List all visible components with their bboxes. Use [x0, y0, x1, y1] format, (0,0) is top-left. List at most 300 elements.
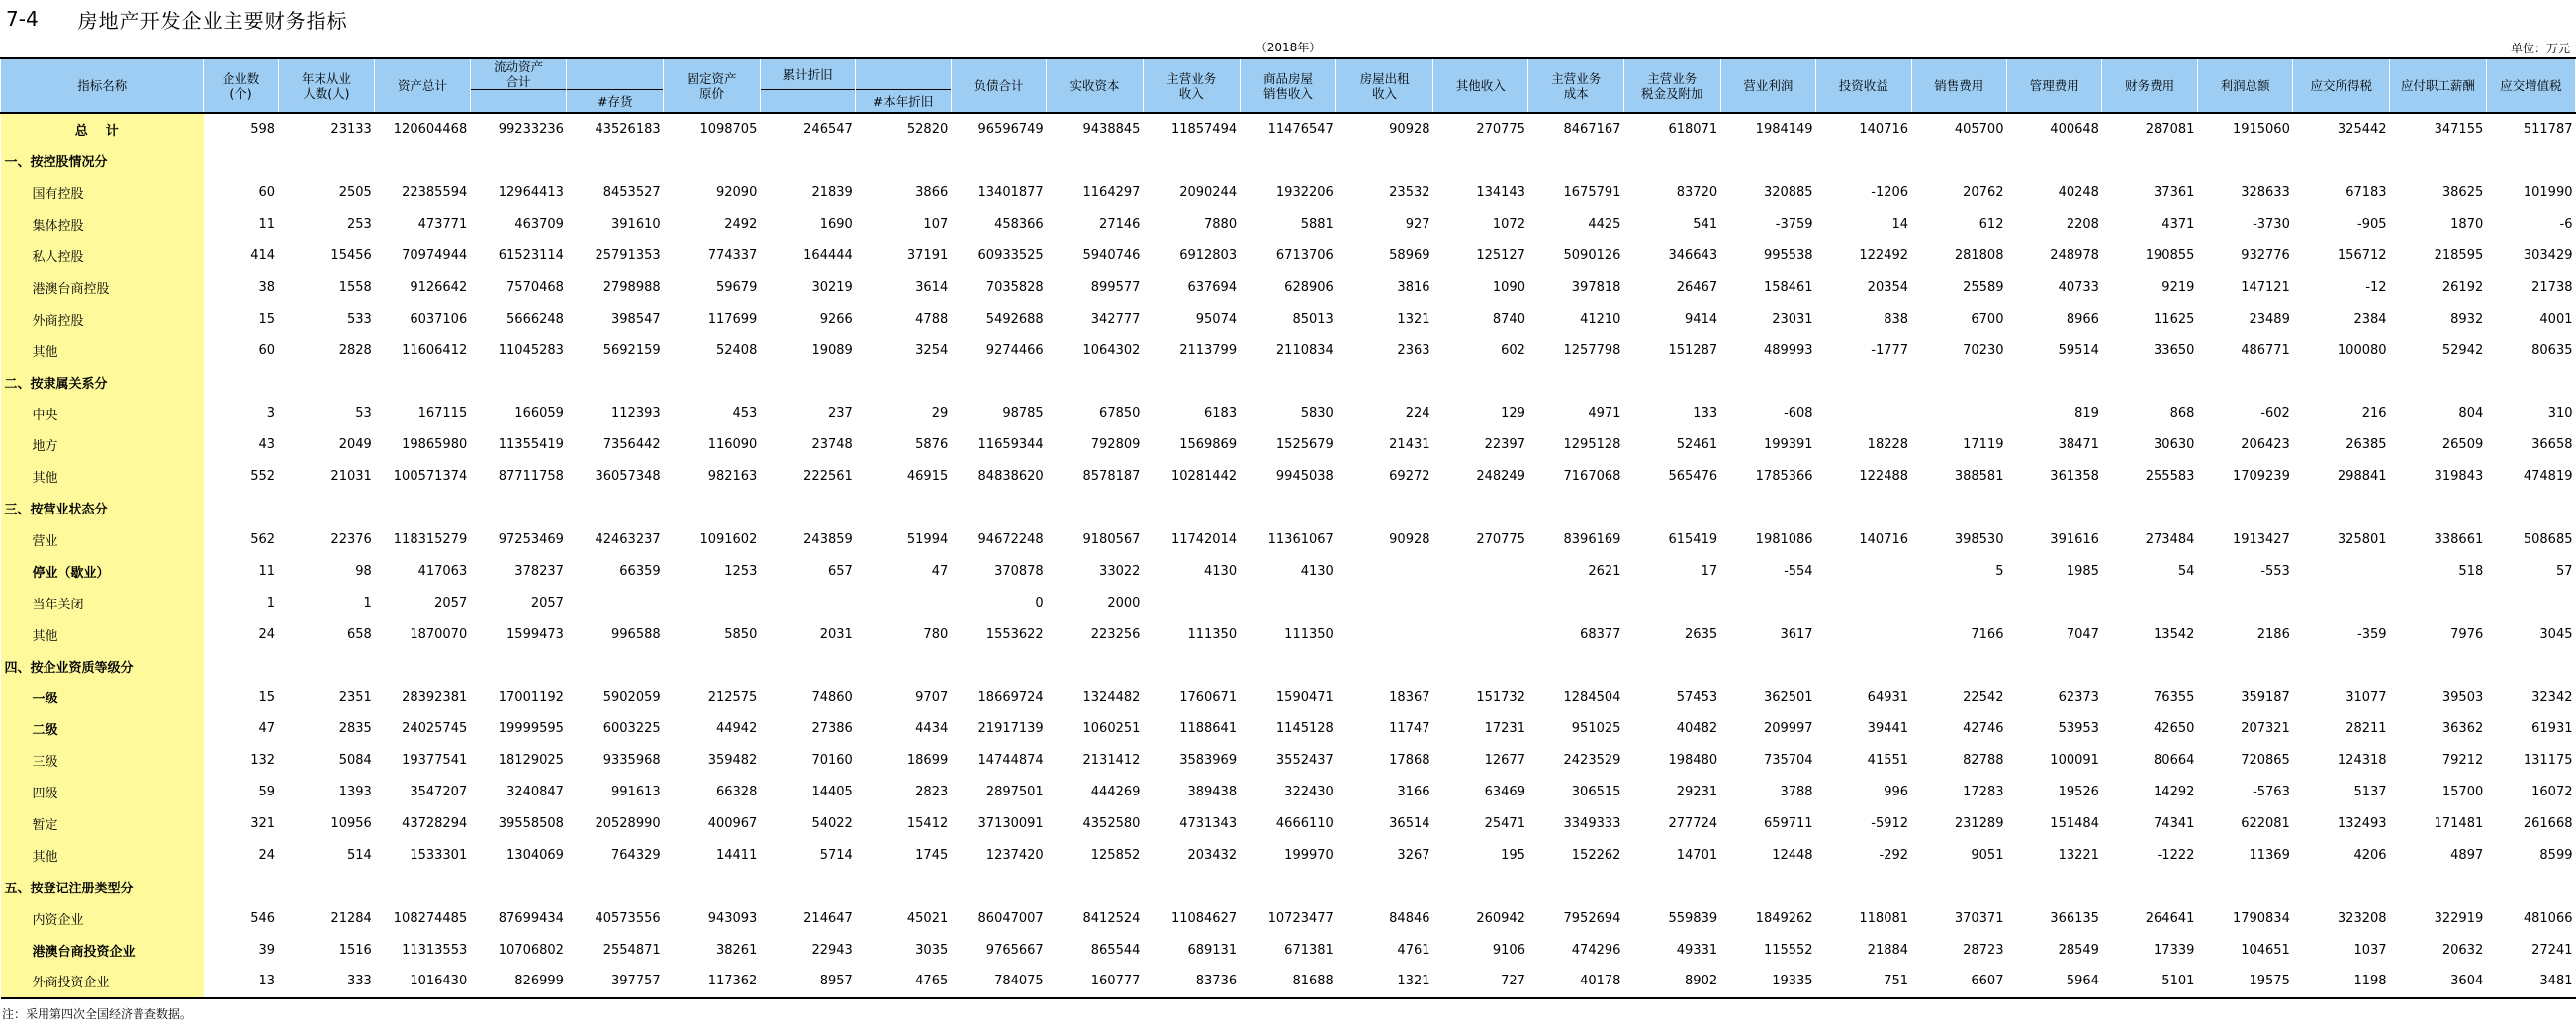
table-cell — [2486, 366, 2575, 398]
table-cell: 94672248 — [977, 532, 1044, 548]
table-cell: 3267 — [1397, 847, 1430, 863]
table-cell: 2057 — [434, 595, 468, 610]
column-header-subcaption-spacer — [567, 58, 664, 90]
row-label: 外商控股 — [1, 303, 204, 334]
table-cell: 36514 — [1389, 816, 1430, 832]
table-cell — [1143, 493, 1240, 524]
table-cell: 222561 — [803, 469, 853, 485]
table-cell: 17231 — [1484, 721, 1525, 737]
table-cell: 391610 — [611, 217, 661, 233]
table-cell: 26467 — [1676, 279, 1718, 295]
table-cell: 1553622 — [985, 626, 1044, 642]
table-cell: 7570468 — [506, 279, 564, 295]
table-cell — [1720, 145, 1815, 177]
table-body — [1, 113, 2576, 998]
table-cell: 444269 — [1090, 785, 1141, 800]
column-header-name: 指标名称 — [1, 58, 204, 113]
table-cell: 11476547 — [1267, 122, 1334, 138]
table-cell — [760, 650, 855, 682]
table-cell: 37361 — [2154, 185, 2195, 201]
table-cell: 1913427 — [2232, 532, 2290, 548]
table-cell — [2390, 366, 2487, 398]
table-cell — [567, 871, 664, 902]
table-cell: 40248 — [2058, 185, 2099, 201]
table-cell: 2492 — [724, 217, 758, 233]
table-cell: 1016430 — [375, 966, 470, 998]
column-header: 利润总额 — [2197, 58, 2292, 113]
table-cell: 5692159 — [602, 342, 661, 358]
table-cell: 1870070 — [410, 626, 468, 642]
table-cell: 11361067 — [1267, 532, 1334, 548]
table-cell: 270775 — [1476, 532, 1525, 548]
footnote: 注：采用第四次全国经济普查数据。 — [2, 1007, 193, 1021]
table-cell — [2197, 366, 2292, 398]
table-cell: 60 — [258, 185, 276, 201]
table-cell: 3254 — [915, 342, 949, 358]
table-cell: 19999595 — [498, 721, 564, 737]
table-cell — [1336, 493, 1433, 524]
table-cell — [2006, 871, 2101, 902]
table-cell: 68377 — [1580, 626, 1621, 642]
table-cell — [1047, 145, 1144, 177]
table-cell — [375, 145, 470, 177]
table-cell — [2006, 650, 2101, 682]
table-cell: 36362 — [2441, 721, 2484, 737]
table-cell: 23748 — [811, 437, 853, 453]
table-cell: 81688 — [1240, 966, 1336, 998]
table-cell — [2486, 145, 2575, 177]
table-cell: 615419 — [1668, 532, 1718, 548]
table-cell — [664, 871, 761, 902]
table-cell: 28392381 — [402, 690, 468, 705]
table-cell: 9765667 — [985, 942, 1044, 958]
table-cell: 1915060 — [2232, 122, 2290, 138]
table-cell — [1623, 871, 1720, 902]
table-cell: 3 — [266, 406, 276, 421]
table-cell: 218595 — [2434, 248, 2484, 263]
column-header: 管理费用 — [2006, 58, 2101, 113]
table-cell: 362501 — [1763, 690, 1813, 705]
table-cell: 83736 — [1143, 966, 1240, 998]
table-cell: 43728294 — [402, 816, 468, 832]
table-cell: 2000 — [1107, 595, 1141, 610]
table-cell: 366135 — [2050, 910, 2099, 926]
table-cell: 26192 — [2441, 279, 2484, 295]
table-cell: 391616 — [2050, 532, 2099, 548]
table-cell — [1047, 366, 1144, 398]
table-cell: 12448 — [1772, 847, 1813, 863]
table-cell — [760, 587, 855, 618]
table-cell: 86047007 — [977, 910, 1044, 926]
table-cell: 4761 — [1397, 942, 1430, 958]
row-label: 当年关闭 — [1, 587, 204, 618]
table-cell: 133 — [1693, 406, 1718, 421]
table-cell: 2057 — [530, 595, 564, 610]
table-cell — [1336, 618, 1433, 650]
table-cell: 40178 — [1528, 966, 1623, 998]
table-cell: 5492688 — [985, 311, 1044, 327]
table-cell — [856, 587, 951, 618]
table-cell: 118315279 — [393, 532, 468, 548]
column-header: 主营业务 成本 — [1528, 58, 1623, 113]
table-cell: 6003225 — [602, 721, 661, 737]
table-cell: 64931 — [1867, 690, 1909, 705]
table-cell: 1525679 — [1275, 437, 1334, 453]
table-cell: 82788 — [1963, 753, 2004, 769]
table-cell: 6037106 — [410, 311, 468, 327]
table-cell — [2197, 493, 2292, 524]
table-cell: 5964 — [2006, 966, 2101, 998]
row-label: 其他 — [1, 618, 204, 650]
table-cell: 338661 — [2434, 532, 2484, 548]
table-cell — [856, 650, 951, 682]
table-cell — [567, 366, 664, 398]
table-cell: 1533301 — [410, 847, 468, 863]
row-label: 集体控股 — [1, 209, 204, 240]
table-cell: 9945038 — [1275, 469, 1334, 485]
table-cell — [951, 871, 1046, 902]
table-cell: 397757 — [567, 966, 664, 998]
table-cell: 306515 — [1571, 785, 1621, 800]
table-cell: 562 — [250, 532, 276, 548]
table-cell — [2006, 493, 2101, 524]
table-cell: 23133 — [330, 122, 372, 138]
table-cell: 43526183 — [595, 122, 661, 138]
table-cell — [278, 493, 375, 524]
table-cell: 2131412 — [1082, 753, 1141, 769]
table-cell: 15700 — [2441, 785, 2484, 800]
table-cell: 69272 — [1389, 469, 1430, 485]
table-cell — [567, 145, 664, 177]
table-cell: 780 — [923, 626, 949, 642]
table-cell — [2486, 871, 2575, 902]
table-cell — [567, 650, 664, 682]
table-cell: 21031 — [330, 469, 372, 485]
table-cell: 23489 — [2249, 311, 2290, 327]
table-cell: 1675791 — [1563, 185, 1621, 201]
table-cell: 74860 — [811, 690, 853, 705]
table-cell: 458366 — [994, 217, 1044, 233]
table-cell — [1240, 587, 1336, 618]
table-row — [1, 177, 2576, 209]
table-cell: 546 — [250, 910, 276, 926]
table-cell — [2390, 587, 2487, 618]
table-cell: 33650 — [2154, 342, 2195, 358]
table-cell: 1198 — [2293, 966, 2390, 998]
table-cell — [1816, 366, 1911, 398]
table-cell: 90928 — [1389, 532, 1430, 548]
table-cell — [856, 871, 951, 902]
table-cell: 199391 — [1763, 437, 1813, 453]
table-cell — [1143, 366, 1240, 398]
table-cell: 565476 — [1668, 469, 1718, 485]
row-label: 营业 — [1, 524, 204, 556]
table-cell: 190855 — [2145, 248, 2195, 263]
row-label: 暂定 — [1, 808, 204, 840]
table-cell: 132 — [250, 753, 276, 769]
table-cell: 865544 — [1090, 942, 1141, 958]
table-cell: 991613 — [611, 785, 661, 800]
table-cell: 1284504 — [1563, 690, 1621, 705]
table-cell: 6912803 — [1179, 248, 1238, 263]
table-cell: 212575 — [707, 690, 758, 705]
table-cell: 41551 — [1867, 753, 1909, 769]
table-cell: 7356442 — [602, 437, 661, 453]
column-header: 应交增值税 — [2486, 58, 2575, 113]
table-cell — [1528, 493, 1623, 524]
row-label: 一级 — [1, 682, 204, 713]
table-cell: 18669724 — [977, 690, 1044, 705]
table-row — [1, 493, 2576, 524]
table-cell: 347155 — [2434, 122, 2484, 138]
table-cell — [1433, 618, 1528, 650]
table-cell: 134143 — [1476, 185, 1525, 201]
table-cell: 160777 — [1047, 966, 1144, 998]
table-cell: 1072 — [1492, 217, 1525, 233]
table-header — [1, 58, 2576, 113]
table-cell: -905 — [2357, 217, 2387, 233]
table-cell: 21431 — [1389, 437, 1430, 453]
table-cell: 125852 — [1090, 847, 1141, 863]
table-cell: 1516 — [338, 942, 372, 958]
table-cell: 25471 — [1484, 816, 1525, 832]
table-cell — [278, 650, 375, 682]
table-cell: 26509 — [2441, 437, 2484, 453]
table-cell — [470, 366, 567, 398]
table-cell: 57 — [2555, 563, 2573, 579]
table-cell: 45021 — [906, 910, 949, 926]
table-cell: 117362 — [664, 966, 761, 998]
table-cell: 118081 — [1859, 910, 1909, 926]
table-cell: 85013 — [1292, 311, 1334, 327]
table-cell: 9438845 — [1082, 122, 1141, 138]
table-cell: 8957 — [760, 966, 855, 998]
table-cell — [1047, 871, 1144, 902]
column-header: 固定资产 原价 — [664, 58, 761, 113]
table-row — [1, 682, 2576, 713]
table-cell: 6183 — [1204, 406, 1238, 421]
table-cell: 36057348 — [595, 469, 661, 485]
table-cell: 3866 — [915, 185, 949, 201]
table-cell: 98785 — [1002, 406, 1044, 421]
table-cell: 689131 — [1187, 942, 1238, 958]
table-cell: 63469 — [1484, 785, 1525, 800]
table-cell — [1143, 145, 1240, 177]
table-cell: 1393 — [338, 785, 372, 800]
table-cell: 943093 — [707, 910, 758, 926]
table-cell: 273484 — [2145, 532, 2195, 548]
table-row — [1, 461, 2576, 493]
table-row — [1, 145, 2576, 177]
table-cell — [2486, 493, 2575, 524]
table-cell — [1816, 145, 1911, 177]
column-header: 企业数 (个) — [204, 58, 278, 113]
table-cell: 453 — [732, 406, 758, 421]
table-cell — [1911, 587, 2006, 618]
table-cell: 11355419 — [498, 437, 564, 453]
table-cell — [2006, 145, 2101, 177]
table-cell: 1321 — [1397, 311, 1430, 327]
row-label: 内资企业 — [1, 902, 204, 934]
table-cell: 8966 — [2066, 311, 2099, 327]
table-cell: 248978 — [2050, 248, 2099, 263]
table-cell: -554 — [1784, 563, 1813, 579]
table-cell: 1090 — [1492, 279, 1525, 295]
table-cell: 8453527 — [602, 185, 661, 201]
table-cell: 389438 — [1187, 785, 1238, 800]
table-cell: 1098705 — [699, 122, 758, 138]
table-cell: 59679 — [715, 279, 758, 295]
table-cell: 116090 — [707, 437, 758, 453]
table-row — [1, 366, 2576, 398]
table-cell: 53 — [355, 406, 372, 421]
table-cell — [375, 366, 470, 398]
table-cell: 9126642 — [410, 279, 468, 295]
table-cell: 52461 — [1676, 437, 1718, 453]
table-cell: 657 — [827, 563, 853, 579]
table-row — [1, 902, 2576, 934]
table-cell: 166059 — [514, 406, 564, 421]
table-cell: 27146 — [1099, 217, 1141, 233]
unit-label: 单位：万元 — [2510, 42, 2570, 55]
table-cell: 1037 — [2353, 942, 2387, 958]
row-label: 其他 — [1, 334, 204, 366]
table-cell: 67850 — [1099, 406, 1141, 421]
table-cell: 18129025 — [498, 753, 564, 769]
column-header: #本年折旧 — [856, 90, 951, 114]
table-cell — [2102, 493, 2197, 524]
table-cell: 7167068 — [1563, 469, 1621, 485]
table-cell: 37191 — [906, 248, 949, 263]
table-row — [1, 871, 2576, 902]
table-row — [1, 745, 2576, 777]
table-cell: 3349333 — [1563, 816, 1621, 832]
table-cell: 74341 — [2154, 816, 2195, 832]
row-label: 四级 — [1, 777, 204, 808]
table-cell: 76355 — [2154, 690, 2195, 705]
table-cell: 12677 — [1484, 753, 1525, 769]
table-cell: 10281442 — [1170, 469, 1238, 485]
table-cell — [1816, 398, 1911, 429]
table-cell: 8578187 — [1082, 469, 1141, 485]
table-cell: 42746 — [1963, 721, 2004, 737]
table-cell: 659711 — [1763, 816, 1813, 832]
table-cell: 1599473 — [506, 626, 564, 642]
column-header: 销售费用 — [1911, 58, 2006, 113]
table-cell — [2390, 650, 2487, 682]
table-cell: 4434 — [915, 721, 949, 737]
table-cell: 13542 — [2154, 626, 2195, 642]
table-cell — [2293, 145, 2390, 177]
table-cell: 7880 — [1204, 217, 1238, 233]
table-cell: 95074 — [1195, 311, 1238, 327]
table-cell: 474819 — [2523, 469, 2573, 485]
table-cell — [856, 493, 951, 524]
table-cell: 5137 — [2353, 785, 2387, 800]
table-cell: 658 — [346, 626, 372, 642]
table-cell — [1433, 587, 1528, 618]
table-cell: 11857494 — [1170, 122, 1238, 138]
table-row — [1, 587, 2576, 618]
table-cell — [2390, 145, 2487, 177]
table-cell: 70230 — [1963, 342, 2004, 358]
table-cell: 19377541 — [402, 753, 468, 769]
table-cell — [1816, 587, 1911, 618]
table-cell: 39558508 — [498, 816, 564, 832]
table-cell: 104651 — [2241, 942, 2290, 958]
table-cell: 151484 — [2050, 816, 2099, 832]
table-row — [1, 618, 2576, 650]
table-cell: 2208 — [2066, 217, 2099, 233]
table-cell: 5940746 — [1082, 248, 1141, 263]
table-cell: 79212 — [2441, 753, 2484, 769]
table-cell: 508685 — [2523, 532, 2573, 548]
table-row — [1, 271, 2576, 303]
table-cell: 405700 — [1954, 122, 2004, 138]
table-cell: 27241 — [2531, 942, 2573, 958]
table-cell: 49331 — [1676, 942, 1718, 958]
table-cell: 9106 — [1492, 942, 1525, 958]
table-cell: 5881 — [1300, 217, 1334, 233]
table-cell: 261668 — [2523, 816, 2573, 832]
table-cell: 19865980 — [402, 437, 468, 453]
table-cell — [204, 366, 278, 398]
table-cell: 4425 — [1588, 217, 1621, 233]
table-cell — [1240, 145, 1336, 177]
table-row — [1, 555, 2576, 587]
table-cell: 90928 — [1389, 122, 1430, 138]
table-cell: 20528990 — [595, 816, 661, 832]
row-label: 二级 — [1, 713, 204, 745]
table-row — [1, 334, 2576, 366]
table-cell: 518 — [2458, 563, 2484, 579]
title-row — [6, 4, 348, 34]
table-cell: 3035 — [915, 942, 949, 958]
column-header: 投资收益 — [1816, 58, 1911, 113]
table-cell: 6700 — [1971, 311, 2004, 327]
table-cell: 2423529 — [1563, 753, 1621, 769]
table-row — [1, 839, 2576, 871]
table-cell: 62373 — [2058, 690, 2099, 705]
table-cell: 1870 — [2450, 217, 2484, 233]
table-cell: 14 — [1891, 217, 1909, 233]
table-cell — [1528, 366, 1623, 398]
table-cell: 52408 — [715, 342, 758, 358]
table-cell: 2554871 — [602, 942, 661, 958]
table-row — [1, 240, 2576, 272]
table-cell: 8740 — [1492, 311, 1525, 327]
table-cell: 9180567 — [1082, 532, 1141, 548]
table-cell: 328633 — [2241, 185, 2290, 201]
table-cell: 5714 — [819, 847, 853, 863]
table-cell: 84846 — [1389, 910, 1430, 926]
table-cell — [2102, 871, 2197, 902]
table-cell: 16072 — [2531, 785, 2573, 800]
table-cell — [470, 493, 567, 524]
table-cell: 14405 — [811, 785, 853, 800]
table-cell: 151732 — [1476, 690, 1525, 705]
table-cell: 7035828 — [985, 279, 1044, 295]
table-cell: 87699434 — [498, 910, 564, 926]
table-cell: 10956 — [330, 816, 372, 832]
row-label: 三、按营业状态分 — [1, 493, 204, 524]
table-cell: 995538 — [1763, 248, 1813, 263]
table-cell: 5902059 — [602, 690, 661, 705]
table-cell: -1206 — [1871, 185, 1909, 201]
table-cell: 21884 — [1867, 942, 1909, 958]
table-cell: 1849262 — [1755, 910, 1813, 926]
column-header-blank — [470, 90, 567, 114]
